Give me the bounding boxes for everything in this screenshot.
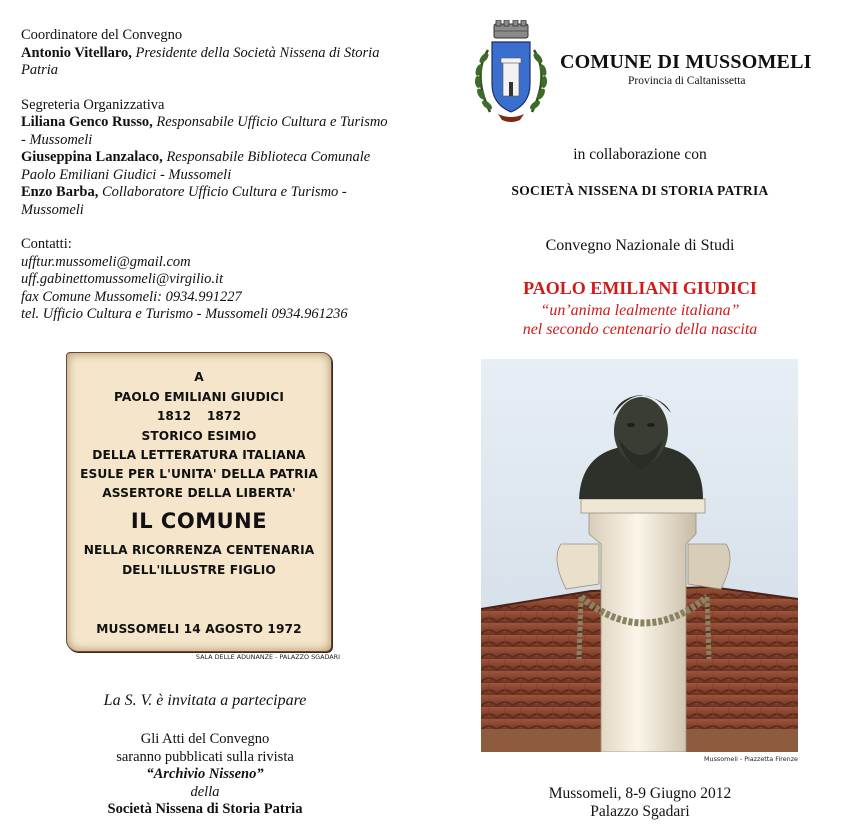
event-date: Mussomeli, 8-9 Giugno 2012: [548, 785, 732, 802]
plaque-years: [67, 409, 331, 423]
member-name: Liliana Genco Russo,: [21, 114, 153, 130]
photo-caption: Mussomeli - Piazzetta Firenze: [704, 755, 798, 763]
event-title: PAOLO EMILIANI GIUDICI: [523, 278, 757, 298]
secretariat-member: [21, 114, 391, 149]
plaque-year-birth: 1812: [156, 409, 192, 423]
contact-email[interactable]: uff.gabinettomussomeli@virgilio.it: [21, 271, 224, 287]
event-venue: Palazzo Sgadari: [590, 803, 690, 820]
contacts-section: [21, 236, 391, 324]
member-role: Responsabile Ufficio Cultura e Turismo - Mussomeli: [21, 114, 388, 148]
event-subtitle: “un’anima lealmente italiana”: [540, 302, 740, 319]
event-type: Convegno Nazionale di Studi: [545, 237, 735, 254]
bust-photograph: [481, 359, 798, 752]
secretariat-heading: Segreteria Organizzativa: [21, 96, 165, 113]
event-date-venue: [460, 785, 820, 821]
secretariat-member: [21, 184, 391, 219]
plaque-line: PAOLO EMILIANI GIUDICI: [113, 390, 284, 404]
society-name: Società Nissena di Storia Patria: [107, 801, 303, 817]
member-role: Collaboratore Ufficio Cultura e Turismo - Mussomeli: [21, 184, 347, 218]
plaque-line: A: [194, 370, 204, 384]
collaboration-text: in collaborazione con: [573, 146, 707, 163]
plaque-line: NELLA RICORRENZA CENTENARIA: [83, 543, 315, 557]
event-subtitle-2: nel secondo centenario della nascita: [522, 321, 758, 338]
coordinator-role: Presidente della Società Nissena di Storia Patria: [21, 44, 380, 78]
partner-name: SOCIETÀ NISSENA DI STORIA PATRIA: [511, 183, 769, 198]
plaque-line: STORICO ESIMIO: [141, 429, 257, 443]
plaque-line: ESULE PER L'UNITA' DELLA PATRIA: [80, 467, 318, 481]
plaque-caption: SALA DELLE ADUNANZE - PALAZZO SGADARI: [195, 653, 340, 661]
coordinator-name: Antonio Vitellaro,: [21, 44, 132, 61]
member-name: Giuseppina Lanzalaco,: [21, 149, 163, 165]
plaque-date: MUSSOMELI 14 AGOSTO 1972: [96, 622, 302, 636]
contact-phone: tel. Ufficio Cultura e Turismo - Mussomeli 0934.961236: [21, 306, 348, 322]
coordinator-section: [21, 27, 391, 80]
acts-note: [40, 731, 370, 819]
plaque-line: DELLA LETTERATURA ITALIANA: [92, 448, 306, 462]
acts-line: Gli Atti del Convegno: [140, 731, 270, 747]
secretariat-member: [21, 149, 391, 184]
province-name: Provincia di Caltanissetta: [628, 75, 746, 87]
plaque-line-large: IL COMUNE: [130, 509, 268, 533]
plaque-line: DELL'ILLUSTRE FIGLIO: [122, 563, 276, 577]
municipal-coat-of-arms-icon: [470, 20, 552, 126]
acts-line: della: [190, 783, 220, 800]
organizers-block: [21, 27, 391, 324]
contacts-heading: Contatti:: [21, 236, 72, 252]
coordinator-entry: [21, 45, 391, 80]
plaque-line: ASSERTORE DELLA LIBERTA': [102, 486, 296, 500]
contact-fax: fax Comune Mussomeli: 0934.991227: [21, 288, 242, 305]
acts-line: saranno pubblicati sulla rivista: [116, 748, 294, 765]
member-role: Responsabile Biblioteca Comunale Paolo Emiliani Giudici - Mussomeli: [21, 149, 371, 183]
journal-name: “Archivio Nisseno”: [146, 766, 264, 782]
coordinator-heading: Coordinatore del Convegno: [21, 27, 183, 43]
commemorative-plaque: [66, 352, 332, 652]
secretariat-section: [21, 97, 391, 220]
municipality-name: COMUNE DI MUSSOMELI: [560, 51, 812, 73]
plaque-year-death: 1872: [206, 409, 242, 423]
invitation-text: La S. V. è invitata a partecipare: [103, 692, 307, 709]
member-name: Enzo Barba,: [21, 184, 99, 200]
contact-email[interactable]: ufftur.mussomeli@gmail.com: [21, 253, 191, 270]
